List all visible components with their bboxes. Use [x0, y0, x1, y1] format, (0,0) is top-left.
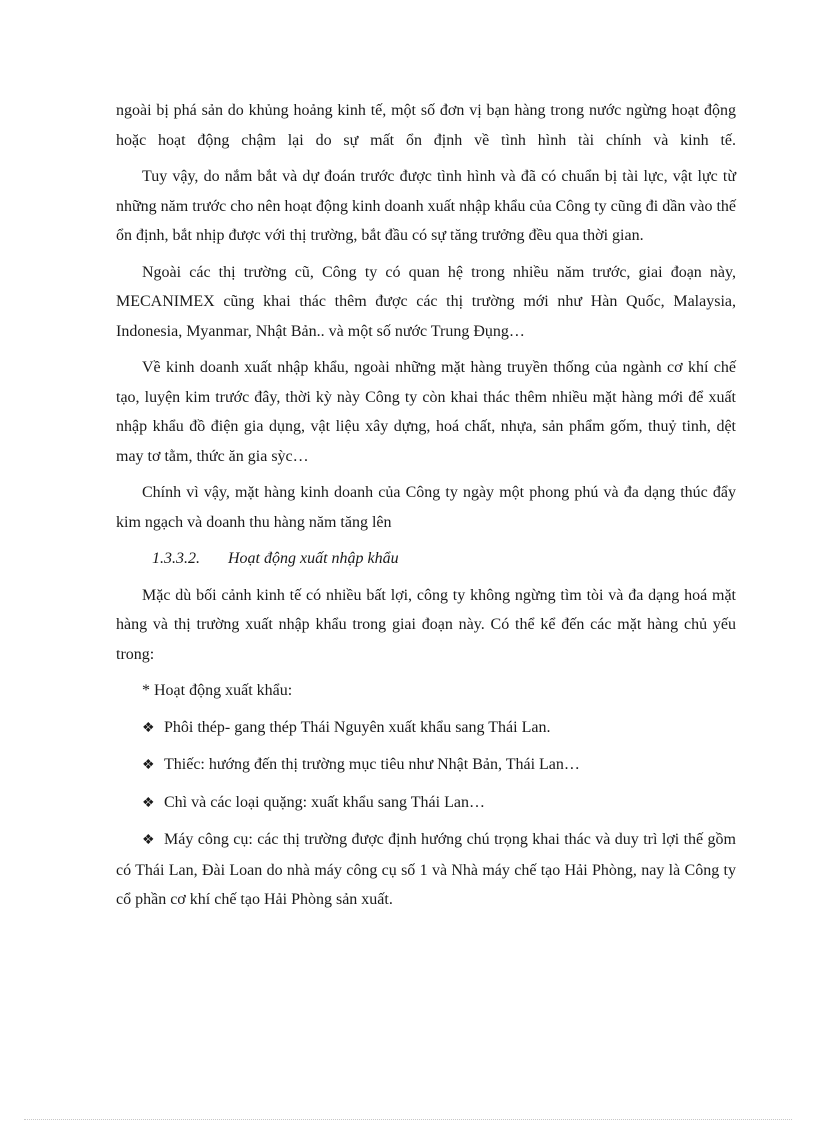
export-heading: * Hoạt động xuất khẩu: — [142, 682, 293, 699]
section-heading — [116, 544, 736, 574]
paragraph-continuation: ngoài bị phá sản do khủng hoảng kinh tế, một số đơn vị bạn hàng trong nước ngừng hoạt động hoặc hoạt động chậm lại do sự mất ổn định về tình hình tài chính và kinh tế. — [116, 102, 736, 149]
export-item-text: Thiếc: hướng đến thị trường mục tiêu như Nhật Bản, Thái Lan… — [164, 756, 580, 773]
diamond-bullet-icon: ❖ — [142, 720, 155, 736]
export-item — [116, 750, 736, 781]
page-content — [116, 96, 736, 922]
paragraph-new-markets: Ngoài các thị trường cũ, Công ty có quan hệ trong nhiều năm trước, giai đoạn này, MECANIMEX cũng khai thác thêm được các thị trường mới như Hàn Quốc, Malaysia, Indonesia, Myanmar, Nhật Bản.. và một số nước Trung Đụng… — [116, 263, 736, 340]
diamond-bullet-icon: ❖ — [142, 833, 155, 848]
footer-divider — [24, 1119, 792, 1120]
section-title: Hoạt động xuất nhập khẩu — [228, 550, 399, 567]
section-number: 1.3.3.2. — [152, 550, 200, 567]
paragraph-intro: Mặc dù bối cảnh kinh tế có nhiều bất lợi, công ty không ngừng tìm tòi và đa dạng hoá mặt hàng và thị trường xuất nhập khẩu trong giai đoạn này. Có thể kể đến các mặt hàng chủ yếu trong: — [116, 586, 736, 663]
paragraph-growth: Chính vì vậy, mặt hàng kinh doanh của Công ty ngày một phong phú và đa dạng thúc đẩy kim ngạch và doanh thu hàng năm tăng lên — [116, 484, 736, 531]
paragraph-product-lines: Về kinh doanh xuất nhập khẩu, ngoài những mặt hàng truyền thống của ngành cơ khí chế tạo, luyện kim trước đây, thời kỳ này Công ty còn khai thác thêm nhiều mặt hàng mới để xuất nhập khẩu đồ điện gia dụng, vật liệu xây dựng, hoá chất, nhựa, sản phẩm gốm, thuỷ tinh, dệt may tơ tằm, thức ăn gia sỳc… — [116, 359, 736, 465]
export-item — [116, 788, 736, 819]
export-item — [116, 825, 736, 915]
export-item-text: Máy công cụ: các thị trường được định hướng chú trọng khai thác và duy trì lợi thế gồm có Thái Lan, Đài Loan do nhà máy công cụ số 1 và Nhà máy chế tạo Hải Phòng, nay là Công ty cổ phần cơ khí chế tạo Hải Phòng sản xuất. — [116, 831, 736, 908]
export-item-text: Phôi thép- gang thép Thái Nguyên xuất khẩu sang Thái Lan. — [164, 718, 551, 736]
export-item-text: Chì và các loại quặng: xuất khẩu sang Thái Lan… — [164, 793, 485, 811]
diamond-bullet-icon: ❖ — [142, 758, 155, 773]
diamond-bullet-icon: ❖ — [142, 795, 155, 811]
paragraph-market-recovery: Tuy vậy, do nắm bắt và dự đoán trước được tình hình và đã có chuẩn bị tài lực, vật lực từ những năm trước cho nên hoạt động kinh doanh xuất nhập khẩu của Công ty cũng đi dần vào thế ổn định, bắt nhịp được với thị trường, bắt đầu có sự tăng trưởng đều qua thời gian. — [116, 168, 736, 244]
export-item — [116, 713, 736, 744]
